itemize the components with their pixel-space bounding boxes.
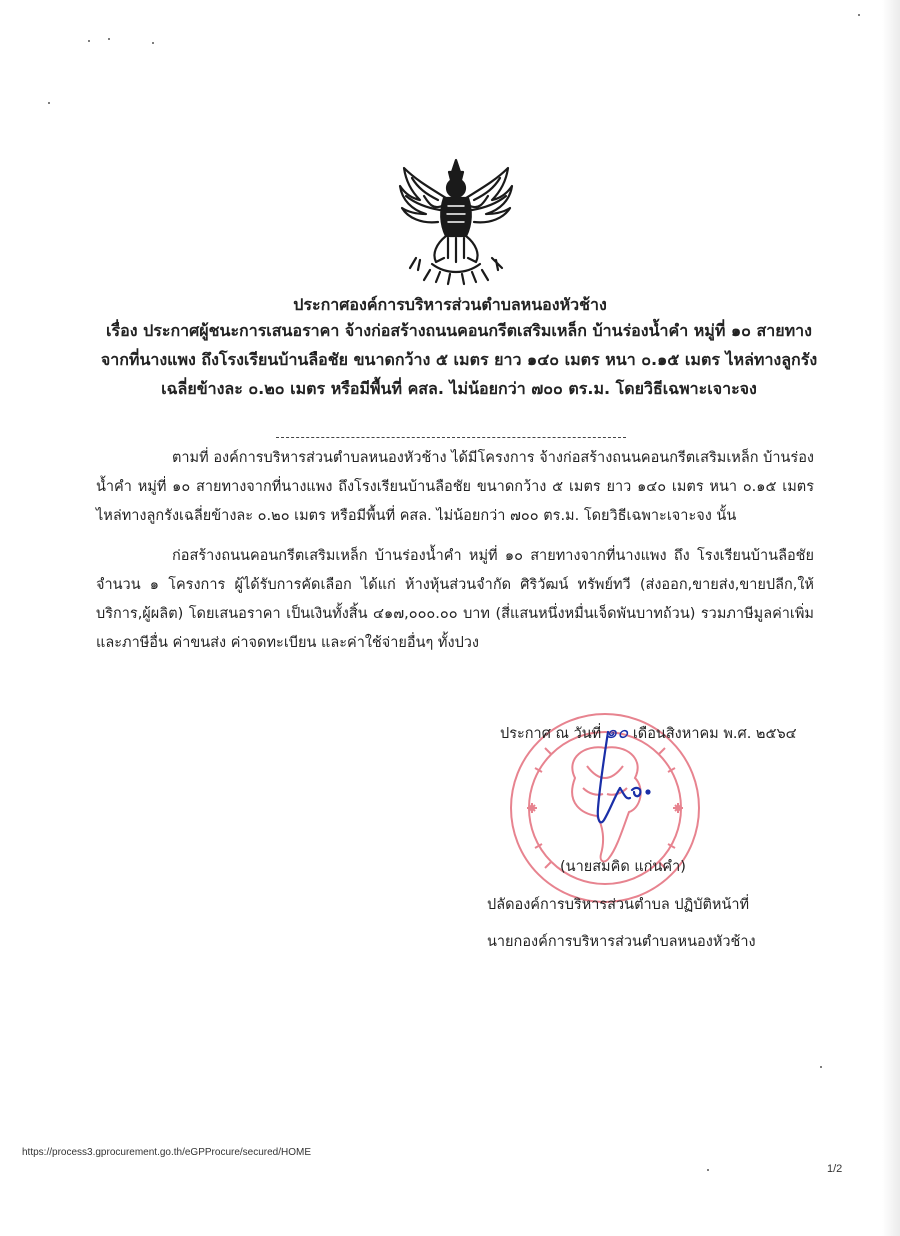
- announcement-subject: เรื่อง ประกาศผู้ชนะการเสนอราคา จ้างก่อสร้างถนนคอนกรีตเสริมเหล็ก บ้านร่องน้ำคำ หมู่ที่ ๑๐ สายทางจากที่นางแพง ถึงโรงเรียนบ้านลือชัย ขนาดกว้าง ๕ เมตร ยาว ๑๔๐ เมตร หนา ๐.๑๕ เมตร ไหล่ทางลูกรังเฉลี่ยข้างละ ๐.๒๐ เมตร หรือมีพื้นที่ คสล. ไม่น้อยกว่า ๗๐๐ ตร.ม. โดยวิธีเฉพาะเจาะจง: [100, 321, 818, 398]
- signer-position-line-2: นายกองค์การบริหารส่วนตำบลหนองหัวช้าง: [487, 934, 756, 950]
- handwritten-signature-icon: [560, 728, 670, 838]
- garuda-emblem-icon: [396, 158, 516, 286]
- paragraph-winner-details: ก่อสร้างถนนคอนกรีตเสริมเหล็ก บ้านร่องน้ำคำ หมู่ที่ ๑๐ สายทางจากที่นางแพง ถึง โรงเรียนบ้านลือชัย จำนวน ๑ โครงการ ผู้ได้รับการคัดเลือก ได้แก่ ห้างหุ้นส่วนจำกัด ศิริวัฒน์ ทรัพย์ทวี (ส่งออก,ขายส่ง,ขายปลีก,ให้บริการ,ผู้ผลิต) โดยเสนอราคา เป็นเงินทั้งสิ้น ๔๑๗,๐๐๐.๐๐ บาท (สี่แสนหนึ่งหมื่นเจ็ดพันบาทถ้วน) รวมภาษีมูลค่าเพิ่มและภาษีอื่น ค่าขนส่ง ค่าจดทะเบียน และค่าใช้จ่ายอื่นๆ ทั้งปวง: [96, 548, 814, 651]
- signer-position-line-1: ปลัดองค์การบริหารส่วนตำบล ปฏิบัติหน้าที่: [487, 897, 750, 913]
- page-edge-shadow: [882, 0, 900, 1236]
- date-prefix: ประกาศ ณ วันที่: [500, 726, 602, 742]
- date-month-year: เดือนสิงหาคม พ.ศ. ๒๕๖๔: [632, 726, 797, 742]
- scan-speck: [820, 1066, 822, 1068]
- scan-speck: [108, 38, 110, 40]
- paragraph-project-description: ตามที่ องค์การบริหารส่วนตำบลหนองหัวช้าง ได้มีโครงการ จ้างก่อสร้างถนนคอนกรีตเสริมเหล็ก บ้านร่องน้ำคำ หมู่ที่ ๑๐ สายทางจากที่นางแพง ถึงโรงเรียนบ้านลือชัย ขนาดกว้าง ๕ เมตร ยาว ๑๔๐ เมตร หนา ๐.๑๕ เมตร ไหล่ทางลูกรังเฉลี่ยข้างละ ๐.๒๐ เมตร หรือมีพื้นที่ คสล. ไม่น้อยกว่า ๗๐๐ ตร.ม. โดยวิธีเฉพาะเจาะจง นั้น: [96, 450, 814, 524]
- signer-name: (นายสมคิด แก่นคำ): [560, 859, 686, 875]
- scan-speck: [88, 40, 90, 42]
- scan-speck: [707, 1169, 709, 1171]
- announcement-title: ประกาศองค์การบริหารส่วนตำบลหนองหัวช้าง: [293, 295, 607, 314]
- separator-line: [276, 437, 626, 438]
- scan-speck: [48, 102, 50, 104]
- scan-speck: [152, 42, 154, 44]
- scan-speck: [858, 14, 860, 16]
- footer-url: https://process3.gprocurement.go.th/eGPProcure/secured/HOME: [22, 1147, 312, 1158]
- date-day-handwritten: ๑๐: [605, 722, 629, 743]
- page-number: 1/2: [827, 1163, 843, 1175]
